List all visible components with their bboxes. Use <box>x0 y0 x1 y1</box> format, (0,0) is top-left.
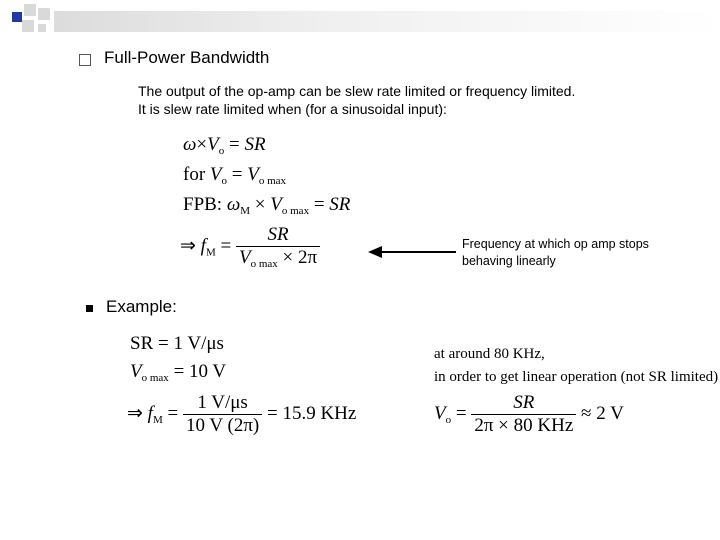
equation-4: ⇒ $f_M$ = $\frac{SR}{V_{o max} \times 2\pi}$ <box>180 224 320 270</box>
left-arrow-icon <box>368 245 456 259</box>
title-bar-decoration <box>54 11 720 32</box>
equation-2: for $V_o = V_{o max}$ <box>183 164 287 187</box>
square-bullet-icon <box>86 305 93 312</box>
arrow-note-line-1: Frequency at which op amp stops <box>462 237 649 251</box>
intro-line-1: The output of the op-amp can be slew rate limited or frequency limited. <box>138 83 576 99</box>
example-eq-3: ⇒ $f_M$ = $\frac{1 V/\mu s}{10 V (2\pi)}$ = 15.9 KHz <box>127 392 357 436</box>
example-eq-1: SR = 1 V/μs <box>130 333 224 354</box>
slide-heading: Full-Power Bandwidth <box>104 48 270 67</box>
equation-3: FPB: $\omega_M \times V_{o max}$ = SR <box>183 194 351 217</box>
example-label: Example: <box>106 297 177 316</box>
example-eq-2: $V_{o max} = 10$ V <box>130 361 227 384</box>
result-line-2: in order to get linear operation (not SR limited) <box>434 369 719 385</box>
arrow-note <box>462 236 649 270</box>
result-equation: $V_o$ = $\frac{SR}{\text{2π × 80 KHz}}$ ≈ 2 V <box>434 392 624 436</box>
result-line-1: at around 80 KHz, <box>434 346 545 362</box>
arrow-note-line-2: behaving linearly <box>462 254 556 268</box>
hollow-bullet-icon <box>79 54 91 66</box>
corner-square-5 <box>38 24 46 32</box>
corner-square-3 <box>38 8 50 20</box>
intro-line-2: It is slew rate limited when (for a sinusoidal input): <box>138 101 447 117</box>
corner-square-2 <box>24 4 36 16</box>
equation-1: $\omega\times V_o$ = SR <box>183 134 266 157</box>
corner-square-1 <box>12 12 22 22</box>
corner-square-4 <box>22 20 34 32</box>
